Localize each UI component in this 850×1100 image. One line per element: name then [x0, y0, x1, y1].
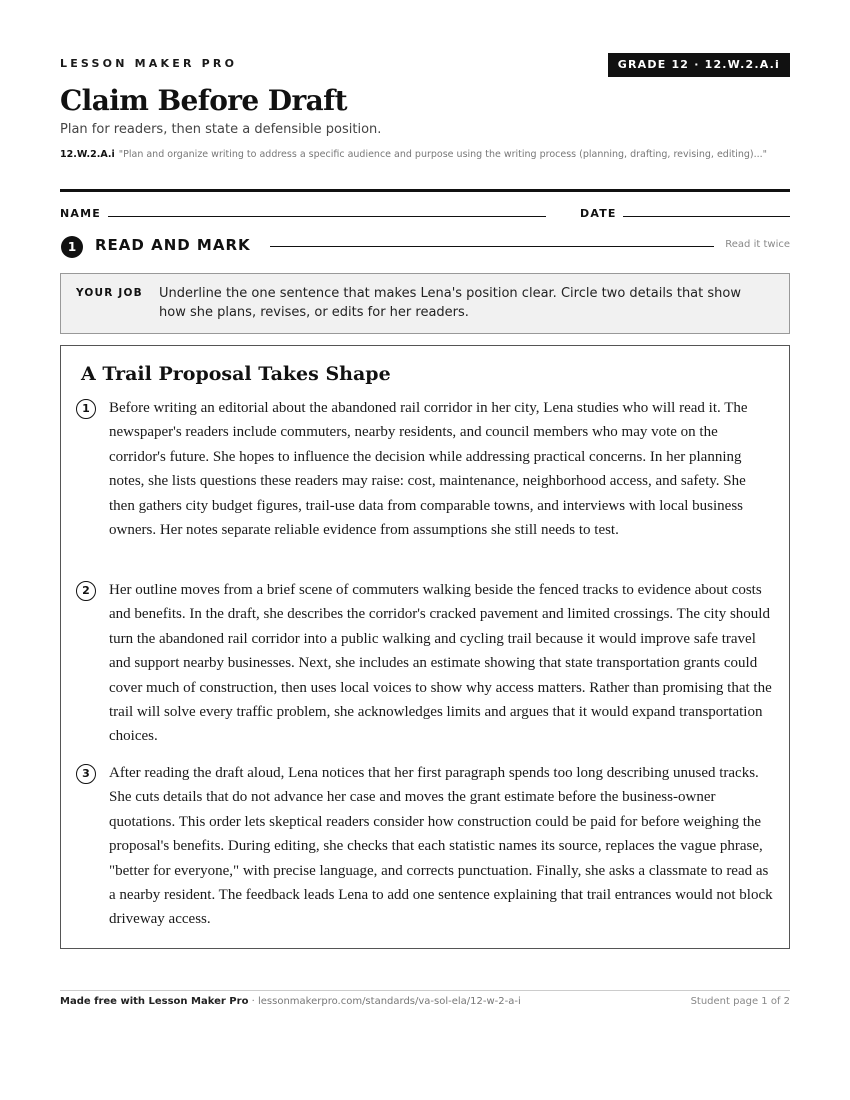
paragraph-number-1: 1: [76, 399, 96, 419]
footer-made-with: Made free with Lesson Maker Pro: [60, 996, 249, 1007]
grade-badge: GRADE 12 · 12.W.2.A.i: [608, 53, 790, 77]
standard-text: "Plan and organize writing to address a specific audience and purpose using the writing process (planning, drafting, revising, editing)...": [118, 149, 768, 160]
header-divider: [60, 189, 790, 192]
page-title: Claim Before Draft: [60, 84, 347, 117]
date-field-line[interactable]: [623, 216, 790, 217]
section-title: READ AND MARK: [95, 236, 251, 254]
reading-passage: [60, 345, 790, 949]
brand-name: LESSON MAKER PRO: [60, 57, 238, 70]
section-divider: [270, 246, 714, 247]
instructions-label: YOUR JOB: [76, 287, 143, 299]
name-label: NAME: [60, 207, 101, 220]
footer-divider: [60, 990, 790, 991]
date-label: DATE: [580, 207, 617, 220]
paragraph-3: After reading the draft aloud, Lena notices that her first paragraph spends too long describing unused tracks. She cuts details that do not advance her case and moves the grant estimate before the business-owner quotations. This order lets skeptical readers consider how construction could be paid for before weighing the proposal's benefits. During editing, she checks that each statistic names its source, replaces the vague phrase, "better for everyone," with precise language, and corrects punctuation. Finally, she asks a classmate to read as a nearby resident. The feedback leads Lena to add one sentence explaining that trail entrances would not block driveway access.: [109, 765, 773, 928]
instructions-box: [60, 273, 790, 334]
paragraph-1: Before writing an editorial about the abandoned rail corridor in her city, Lena studies who will read it. The newspaper's readers include commuters, nearby residents, and council members who may vote on the corridor's future. She hopes to influence the decision while addressing practical concerns. In her planning notes, she lists questions these readers may raise: cost, maintenance, neighborhood access, and safety. She then gathers city budget figures, trail-use data from comparable towns, and interviews with local business owners. Her notes separate reliable evidence from assumptions she still needs to test.: [109, 400, 748, 539]
paragraph-number-3: 3: [76, 764, 96, 784]
paragraph-number-2: 2: [76, 581, 96, 601]
standard-code: 12.W.2.A.i: [60, 149, 115, 160]
paragraph-2: Her outline moves from a brief scene of commuters walking beside the fenced tracks to evidence about costs and benefits. In the draft, she describes the corridor's cracked pavement and limited crossings. The city should turn the abandoned rail corridor into a public walking and cycling trail because it would improve safe travel and support nearby businesses. Next, she includes an estimate showing that state transportation grants could cover much of construction, then uses local voices to show why access matters. Rather than promising that the trail will solve every traffic problem, she acknowledges limits and argues that it would expand transportation choices.: [109, 582, 772, 745]
standard-description: [60, 147, 790, 162]
footer-credit: [60, 996, 521, 1007]
name-field-line[interactable]: [108, 216, 546, 217]
instructions-text: Underline the one sentence that makes Lena's position clear. Circle two details that show how she plans, revises, or edits for her readers.: [159, 286, 741, 320]
footer-url[interactable]: · lessonmakerpro.com/standards/va-sol-ela/12-w-2-a-i: [248, 996, 521, 1007]
section-number-badge: 1: [61, 236, 83, 258]
section-note: Read it twice: [725, 239, 790, 250]
page-indicator: Student page 1 of 2: [690, 996, 790, 1007]
page-subtitle: Plan for readers, then state a defensible position.: [60, 122, 382, 137]
passage-title: A Trail Proposal Takes Shape: [81, 363, 391, 385]
